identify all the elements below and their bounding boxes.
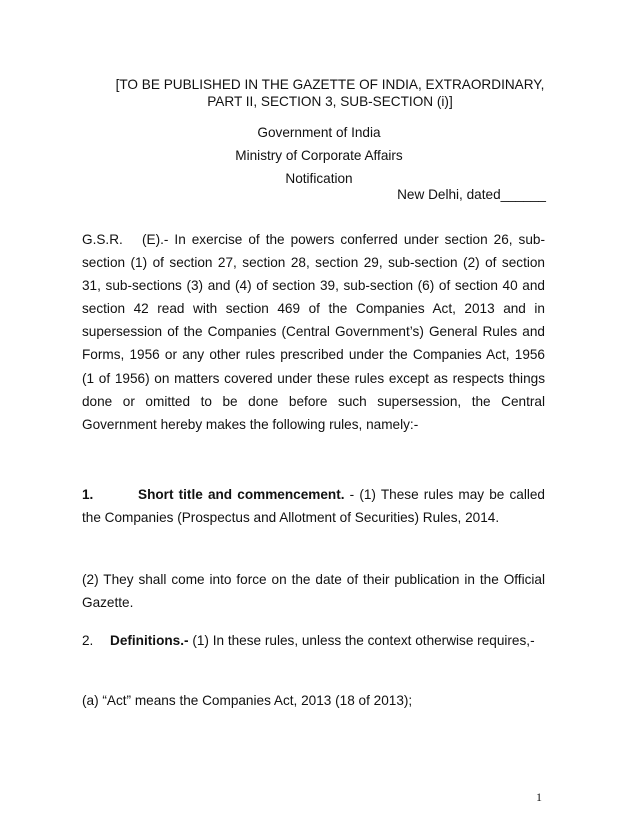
place-date: New Delhi, dated______	[397, 187, 546, 202]
section-2-item-a: (a) “Act” means the Companies Act, 2013 (18 of 2013);	[82, 693, 413, 708]
gazette-header-line1: [TO BE PUBLISHED IN THE GAZETTE OF INDIA, EXTRAORDINARY,	[115, 77, 545, 92]
section-2-text: (1) In these rules, unless the context otherwise requires,-	[188, 633, 535, 648]
section-1-text: - (1) These rules may be called the Companies (Prospectus and Allotment of Securities) Rules, 2014.	[82, 487, 545, 526]
section-1-heading: Short title and commencement.	[138, 487, 345, 502]
gazette-header-line2: PART II, SECTION 3, SUB-SECTION (i)]	[207, 94, 453, 109]
section-2-number: 2.	[82, 633, 94, 648]
ministry-name: Ministry of Corporate Affairs	[235, 148, 403, 163]
page-number: 1	[536, 790, 542, 804]
preamble-text: (E).- In exercise of the powers conferred under section 26, sub-section (1) of section 27, section 28, section 29, sub-section (2) of section 31, sub-sections (3) and (4) of section 39, sub-section (6) of section 40 and section 42 read with section 469 of the Companies Act, 2013 and in supersession of the Companies (Central Government’s) General Rules and Forms, 1956 or any other rules prescribed under the Companies Act, 1956 (1 of 1956) on matters covered under these rules except as respects things done or omitted to be done before such supersession, the Central Government hereby makes the following rules, namely:-	[82, 232, 545, 432]
preamble-paragraph	[82, 228, 545, 436]
section-1-number: 1.	[82, 487, 94, 502]
gazette-header	[60, 76, 600, 110]
government-name: Government of India	[257, 125, 381, 140]
section-2-paragraph	[82, 629, 545, 652]
notification-label: Notification	[285, 171, 353, 186]
gsr-label: G.S.R.	[82, 232, 123, 247]
section-1-paragraph	[82, 483, 545, 529]
section-1-subsection-2: (2) They shall come into force on the date of their publication in the Official Gazette.	[82, 572, 545, 611]
section-2-heading: Definitions.-	[110, 633, 189, 648]
